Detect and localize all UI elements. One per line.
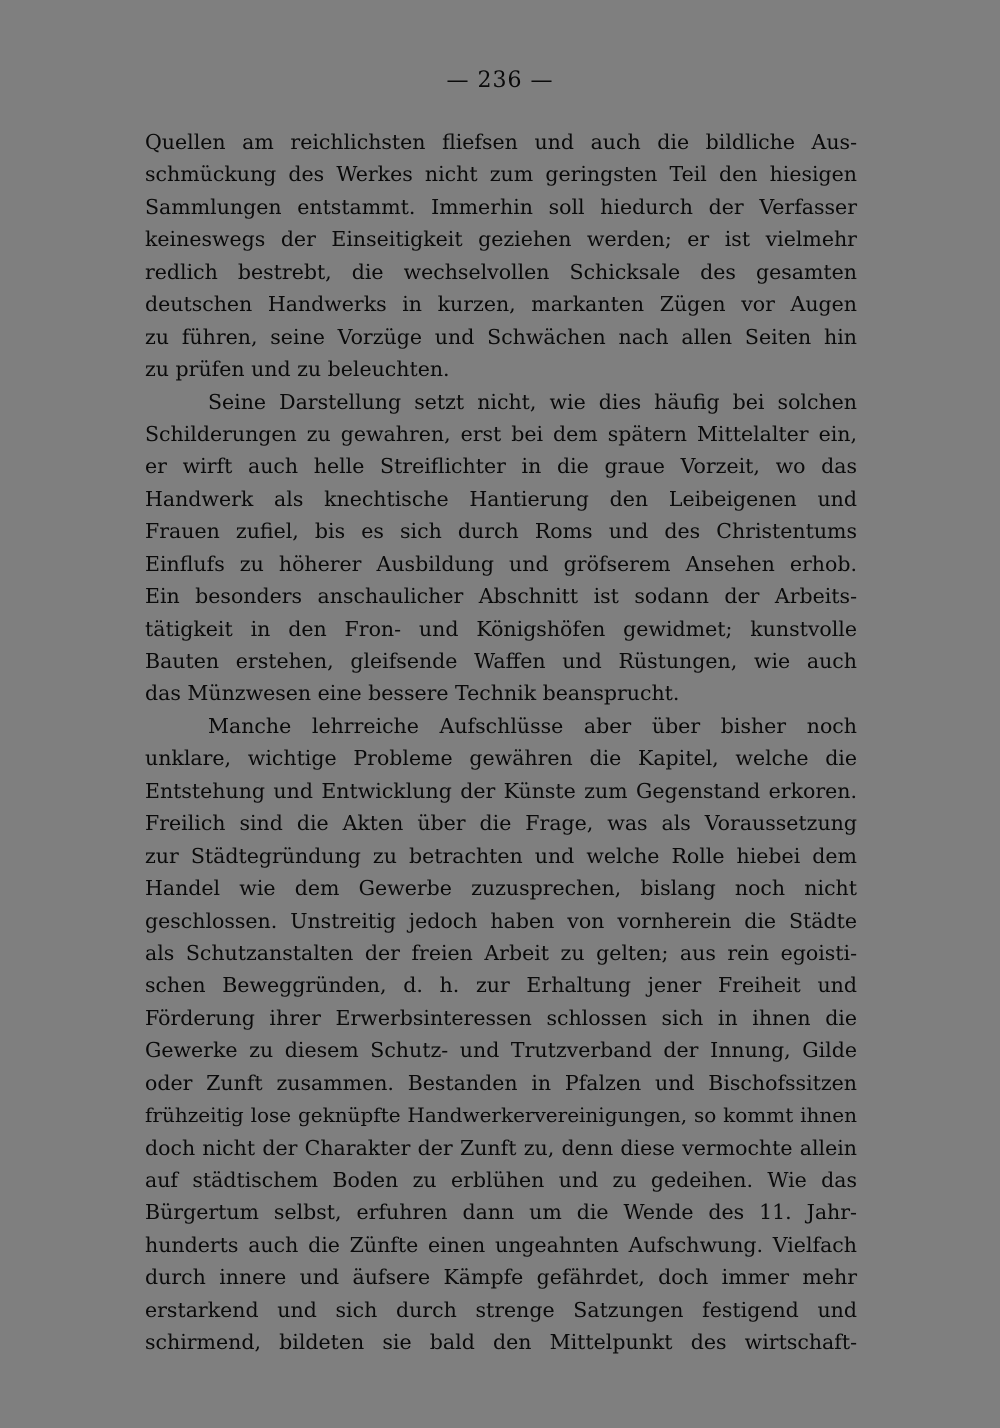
text-line: erstarkend und sich durch strenge Satzungen festigend und	[145, 1297, 857, 1322]
text-line: Freilich sind die Akten über die Frage, was als Voraussetzung	[145, 811, 857, 836]
text-line: Förderung ihrer Erwerbsinteressen schlossen sich in ihnen die	[145, 1005, 857, 1030]
text-line: keineswegs der Einseitigkeit geziehen werden; er ist vielmehr	[145, 227, 857, 252]
text-line: er wirft auch helle Streiflichter in die graue Vorzeit, wo das	[145, 454, 857, 479]
text-line: Bauten erstehen, gleifsende Waffen und Rüstungen, wie auch	[145, 649, 857, 673]
text-line: Bürgertum selbst, erfuhren dann um die Wende des 11. Jahr-	[145, 1200, 857, 1225]
text-line: frühzeitig lose geknüpfte Handwerkervereinigungen, so kommt ihnen	[145, 1103, 857, 1128]
text-line: Frauen zufiel, bis es sich durch Roms und des Christentums	[145, 519, 857, 544]
text-line: durch innere und äufsere Kämpfe gefährdet, doch immer mehr	[145, 1265, 857, 1290]
text-line: schirmend, bildeten sie bald den Mittelpunkt des wirtschaft-	[145, 1330, 857, 1355]
text-line: Manche lehrreiche Aufschlüsse aber über bisher noch	[208, 713, 857, 738]
text-line: hunderts auch die Zünfte einen ungeahnten Aufschwung. Vielfach	[145, 1232, 857, 1257]
text-line: das Münzwesen eine bessere Technik beansprucht.	[145, 681, 680, 706]
text-line: Seine Darstellung setzt nicht, wie dies häufig bei solchen	[208, 389, 857, 414]
text-line: Gewerke zu diesem Schutz- und Trutzverband der Innung, Gilde	[145, 1038, 857, 1063]
text-line: Entstehung und Entwicklung der Künste zum Gegenstand erkoren.	[145, 778, 857, 803]
text-line: deutschen Handwerks in kurzen, markanten Zügen vor Augen	[145, 292, 857, 317]
text-line: redlich bestrebt, die wechselvollen Schicksale des gesamten	[145, 259, 857, 284]
page-number: — 236 —	[446, 68, 554, 93]
text-line: unklare, wichtige Probleme gewähren die Kapitel, welche die	[145, 746, 857, 771]
text-line: zur Städtegründung zu betrachten und welche Rolle hiebei dem	[145, 843, 857, 868]
text-line: zu prüfen und zu beleuchten.	[145, 357, 450, 382]
text-line: geschlossen. Unstreitig jedoch haben von vornherein die Städte	[145, 908, 857, 933]
text-line: Ein besonders anschaulicher Abschnitt ist sodann der Arbeits-	[145, 584, 857, 609]
text-line: als Schutzanstalten der freien Arbeit zu gelten; aus rein egoisti-	[145, 940, 857, 965]
text-line: schen Beweggründen, d. h. zur Erhaltung jener Freiheit und	[145, 973, 857, 998]
body-text	[145, 126, 857, 1359]
text-line: oder Zunft zusammen. Bestanden in Pfalzen und Bischofssitzen	[145, 1070, 857, 1095]
text-line: Einflufs zu höherer Ausbildung und gröfserem Ansehen erhob.	[145, 551, 857, 576]
text-line: zu führen, seine Vorzüge und Schwächen nach allen Seiten hin	[145, 324, 857, 349]
text-line: Handel wie dem Gewerbe zuzusprechen, bislang noch nicht	[145, 876, 857, 901]
text-line: Handwerk als knechtische Hantierung den Leibeigenen und	[145, 486, 857, 511]
text-line: Sammlungen entstammt. Immerhin soll hiedurch der Verfasser	[145, 194, 857, 219]
text-line: Schilderungen zu gewahren, erst bei dem spätern Mittelalter ein,	[145, 421, 857, 446]
text-line: doch nicht der Charakter der Zunft zu, denn diese vermochte allein	[145, 1135, 857, 1160]
text-line: tätigkeit in den Fron- und Königshöfen gewidmet; kunstvolle	[145, 616, 857, 641]
text-line: auf städtischem Boden zu erblühen und zu gedeihen. Wie das	[145, 1168, 857, 1192]
text-line: Quellen am reichlichsten fliefsen und auch die bildliche Aus-	[145, 130, 857, 154]
text-line: schmückung des Werkes nicht zum geringsten Teil den hiesigen	[145, 162, 857, 187]
